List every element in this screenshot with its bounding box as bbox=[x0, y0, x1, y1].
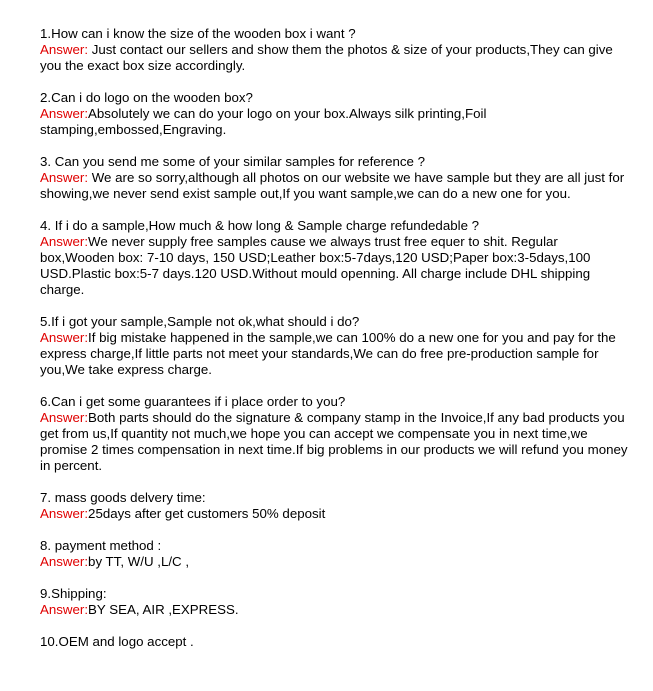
faq-answer bbox=[40, 234, 630, 298]
faq-item-7 bbox=[40, 490, 630, 522]
faq-question: 2.Can i do logo on the wooden box? bbox=[40, 90, 253, 105]
answer-text: BY SEA, AIR ,EXPRESS. bbox=[88, 602, 239, 617]
faq-answer bbox=[40, 106, 630, 138]
answer-text: Both parts should do the signature & company stamp in the Invoice,If any bad products you get from us,If quantity not much,we hope you can accept we compensate you in next time,we promise 2 times compensation in next time.If big problems in our products we will refund you money in percent. bbox=[40, 410, 628, 473]
faq-answer bbox=[40, 170, 630, 202]
answer-text: If big mistake happened in the sample,we can 100% do a new one for you and pay for the express charge,If little parts not meet your standards,We can do free pre-production sample for you,We take express charge. bbox=[40, 330, 616, 377]
faq-answer bbox=[40, 42, 630, 74]
answer-label: Answer: bbox=[40, 42, 89, 57]
faq-answer bbox=[40, 506, 630, 522]
faq-question: 6.Can i get some guarantees if i place order to you? bbox=[40, 394, 346, 409]
answer-text: by TT, W/U ,L/C , bbox=[88, 554, 190, 569]
faq-item-10 bbox=[40, 634, 630, 650]
faq-item-3 bbox=[40, 154, 630, 202]
faq-document bbox=[40, 26, 630, 650]
faq-question: 5.If i got your sample,Sample not ok,what should i do? bbox=[40, 314, 360, 329]
faq-question: 9.Shipping: bbox=[40, 586, 107, 601]
faq-item-5 bbox=[40, 314, 630, 378]
faq-answer bbox=[40, 554, 630, 570]
answer-text: Just contact our sellers and show them the photos & size of your products,They can give you the exact box size accordingly. bbox=[40, 42, 613, 73]
faq-question: 8. payment method : bbox=[40, 538, 162, 553]
faq-item-8 bbox=[40, 538, 630, 570]
faq-question: 4. If i do a sample,How much & how long & Sample charge refundedable ? bbox=[40, 218, 480, 233]
faq-answer bbox=[40, 330, 630, 378]
faq-item-2 bbox=[40, 90, 630, 138]
answer-label: Answer: bbox=[40, 410, 89, 425]
faq-question: 1.How can i know the size of the wooden box i want ? bbox=[40, 26, 356, 41]
faq-question: 3. Can you send me some of your similar samples for reference ? bbox=[40, 154, 426, 169]
answer-label: Answer: bbox=[40, 554, 89, 569]
faq-answer bbox=[40, 410, 630, 474]
answer-label: Answer: bbox=[40, 170, 89, 185]
faq-item-9 bbox=[40, 586, 630, 618]
faq-item-1 bbox=[40, 26, 630, 74]
answer-text: We never supply free samples cause we always trust free equer to shit. Regular box,Wooden box: 7-10 days, 150 USD;Leather box:5-7days,120 USD;Paper box:3-5days,100 USD.Plastic box:5-7 days.120 USD.Without mould openning. All charge include DHL shipping charge. bbox=[40, 234, 591, 297]
answer-label: Answer: bbox=[40, 330, 89, 345]
answer-text: Absolutely we can do your logo on your box.Always silk printing,Foil stamping,embossed,Engraving. bbox=[40, 106, 487, 137]
faq-item-4 bbox=[40, 218, 630, 298]
answer-text: We are so sorry,although all photos on our website we have sample but they are all just for showing,we never send exist sample out,If you want sample,we can do a new one for you. bbox=[40, 170, 625, 201]
answer-label: Answer: bbox=[40, 506, 89, 521]
faq-question: 7. mass goods delvery time: bbox=[40, 490, 206, 505]
answer-label: Answer: bbox=[40, 234, 89, 249]
answer-label: Answer: bbox=[40, 602, 89, 617]
answer-text: 25days after get customers 50% deposit bbox=[88, 506, 326, 521]
faq-answer bbox=[40, 602, 630, 618]
answer-label: Answer: bbox=[40, 106, 89, 121]
faq-question: 10.OEM and logo accept . bbox=[40, 634, 194, 649]
faq-item-6 bbox=[40, 394, 630, 474]
